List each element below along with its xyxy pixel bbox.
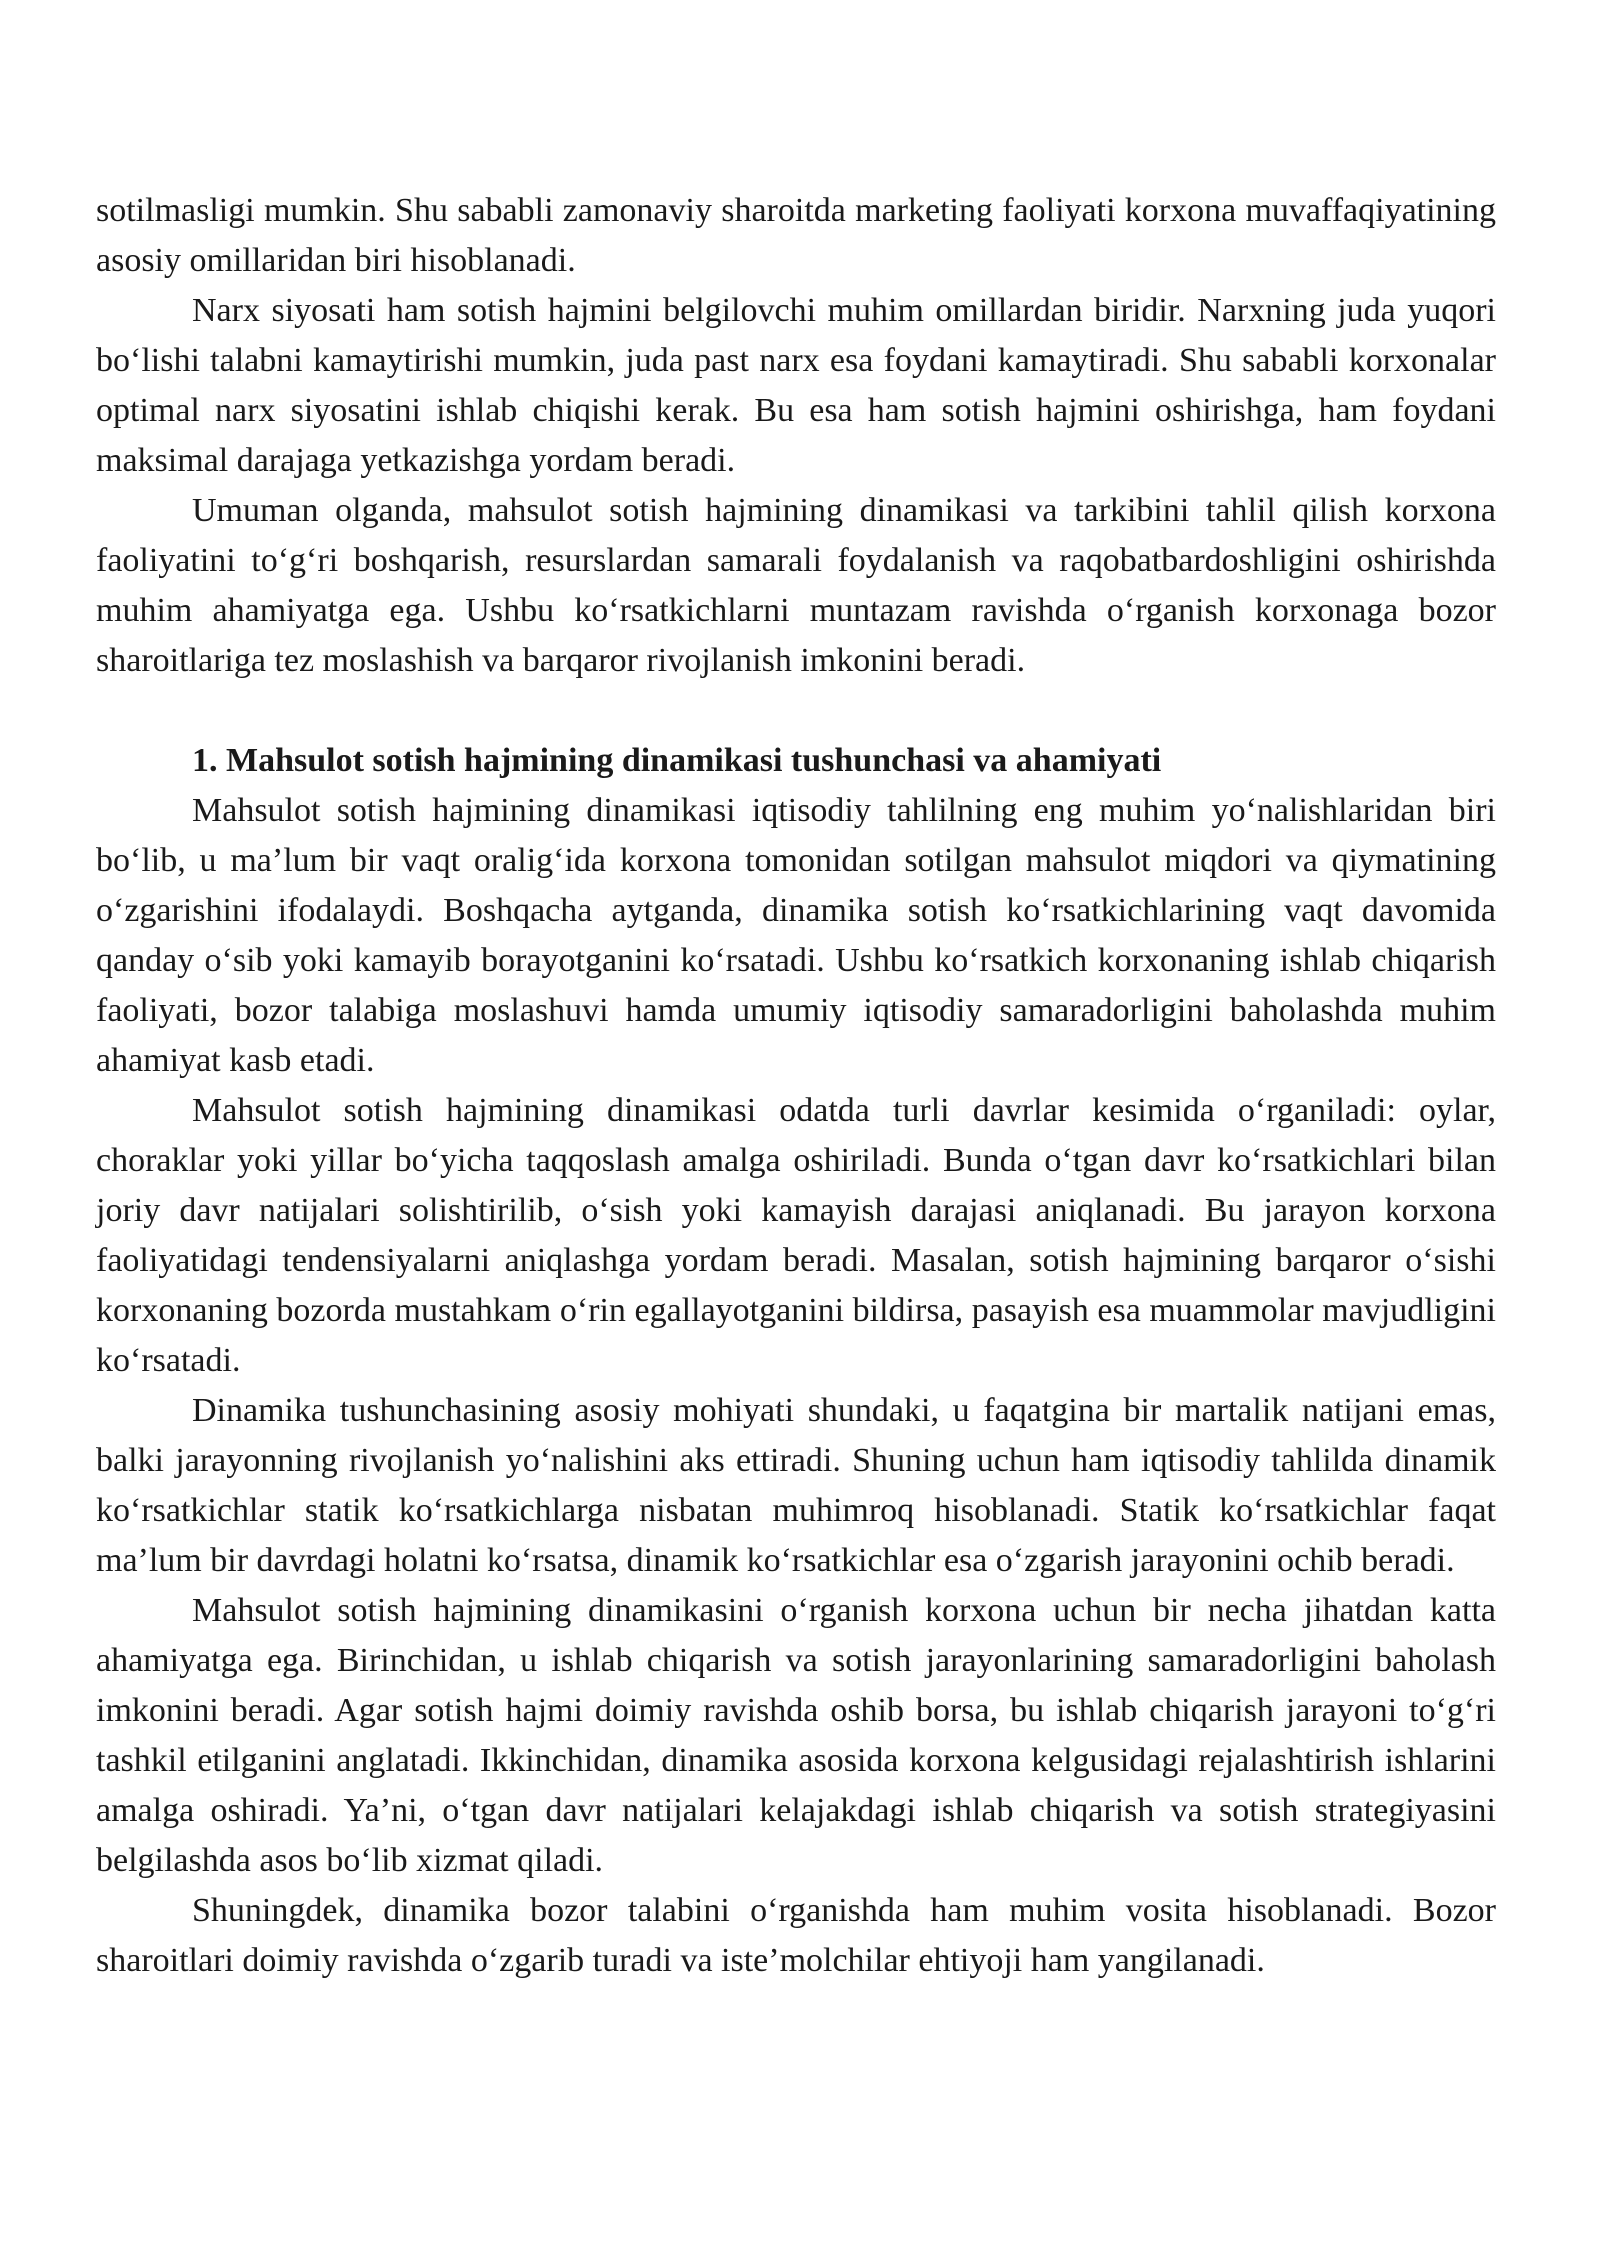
paragraph-importance: Mahsulot sotish hajmining dinamikasini o‘rganish korxona uchun bir necha jihatdan katta ahamiyatga ega. Birinchidan, u ishlab chiqarish va sotish jarayonlarining samaradorligini baholash imkonini beradi. Agar sotish hajmi doimiy ravishda oshib borsa, bu ishlab chiqarish jarayoni to‘g‘ri tashkil etilganini anglatadi. Ikkinchidan, dinamika asosida korxona kelgusidagi rejalashtirish ishlarini amalga oshiradi. Ya’ni, o‘tgan davr natijalari kelajakdagi ishlab chiqarish va sotish strategiyasini belgilashda asos bo‘lib xizmat qiladi. xyxy=(96,1592,1496,1879)
section-heading: 1. Mahsulot sotish hajmining dinamikasi tushunchasi va ahamiyati xyxy=(192,742,1162,779)
paragraph-essence: Dinamika tushunchasining asosiy mohiyati shundaki, u faqatgina bir martalik natijani emas, balki jarayonning rivojlanish yo‘nalishini aks ettiradi. Shuning uchun ham iqtisodiy tahlilda dinamik ko‘rsatkichlar statik ko‘rsatkichlarga nisbatan muhimroq hisoblanadi. Statik ko‘rsatkichlar faqat ma’lum bir davrdagi holatni ko‘rsatsa, dinamik ko‘rsatkichlar esa o‘zgarish jarayonini ochib beradi. xyxy=(96,1392,1496,1579)
paragraph-summary: Umuman olganda, mahsulot sotish hajmining dinamikasi va tarkibini tahlil qilish korxona faoliyatini to‘g‘ri boshqarish, resurslardan samarali foydalanish va raqobatbardoshligini oshirishda muhim ahamiyatga ega. Ushbu ko‘rsatkichlarni muntazam ravishda o‘rganish korxonaga bozor sharoitlariga tez moslashish va barqaror rivojlanish imkonini beradi. xyxy=(96,492,1496,679)
paragraph-periods: Mahsulot sotish hajmining dinamikasi odatda turli davrlar kesimida o‘rganiladi: oylar, choraklar yoki yillar bo‘yicha taqqoslash amalga oshiriladi. Bunda o‘tgan davr ko‘rsatkichlari bilan joriy davr natijalari solishtirilib, o‘sish yoki kamayish darajasi aniqlanadi. Bu jarayon korxona faoliyatidagi tendensiyalarni aniqlashga yordam beradi. Masalan, sotish hajmining barqaror o‘sishi korxonaning bozorda mustahkam o‘rin egallayotganini bildirsa, pasayish esa muammolar mavjudligini ko‘rsatadi. xyxy=(96,1092,1496,1379)
paragraph-market-demand: Shuningdek, dinamika bozor talabini o‘rganishda ham muhim vosita hisoblanadi. Bozor sharoitlari doimiy ravishda o‘zgarib turadi va iste’molchilar ehtiyoji ham yangilanadi. xyxy=(96,1892,1496,1979)
paragraph-price-policy: Narx siyosati ham sotish hajmini belgilovchi muhim omillardan biridir. Narxning juda yuqori bo‘lishi talabni kamaytirishi mumkin, juda past narx esa foydani kamaytiradi. Shu sababli korxonalar optimal narx siyosatini ishlab chiqishi kerak. Bu esa ham sotish hajmini oshirishga, ham foydani maksimal darajaga yetkazishga yordam beradi. xyxy=(96,292,1496,479)
document-page xyxy=(96,186,1496,1986)
paragraph-definition: Mahsulot sotish hajmining dinamikasi iqtisodiy tahlilning eng muhim yo‘nalishlaridan biri bo‘lib, u ma’lum bir vaqt oralig‘ida korxona tomonidan sotilgan mahsulot miqdori va qiymatining o‘zgarishini ifodalaydi. Boshqacha aytganda, dinamika sotish ko‘rsatkichlarining vaqt davomida qanday o‘sib yoki kamayib borayotganini ko‘rsatadi. Ushbu ko‘rsatkich korxonaning ishlab chiqarish faoliyati, bozor talabiga moslashuvi hamda umumiy iqtisodiy samaradorligini baholashda muhim ahamiyat kasb etadi. xyxy=(96,792,1496,1079)
paragraph-continued: sotilmasligi mumkin. Shu sababli zamonaviy sharoitda marketing faoliyati korxona muvaffaqiyatining asosiy omillaridan biri hisoblanadi. xyxy=(96,192,1496,279)
